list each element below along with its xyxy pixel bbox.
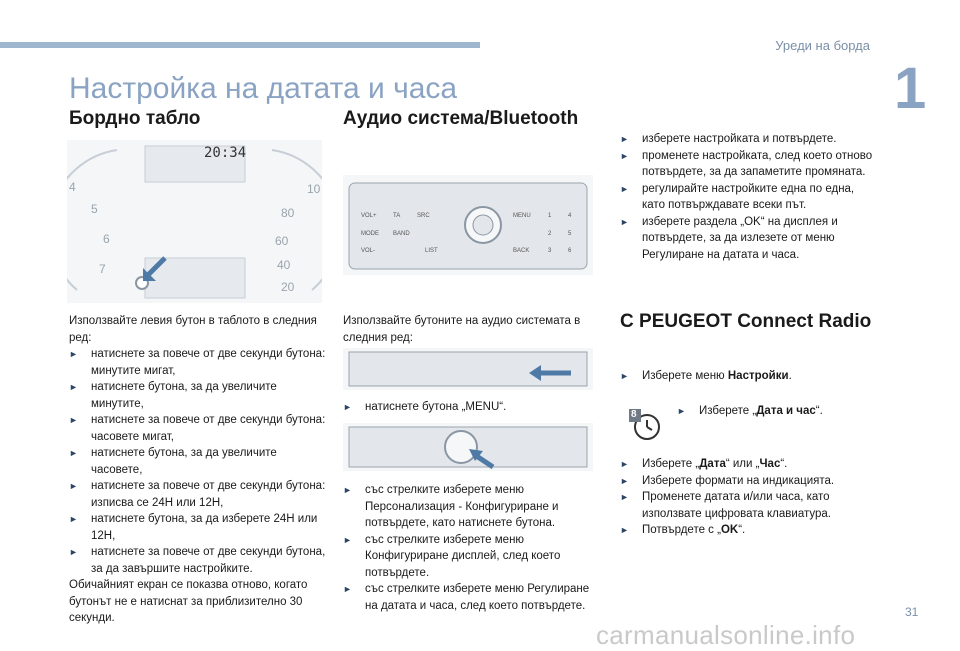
page-number: 31 <box>905 605 919 619</box>
connect-step2-block <box>677 403 877 420</box>
clock-display: 20:34 <box>204 145 247 161</box>
list-item: ► със стрелките изберете меню Конфигуриране дисплей, след което потвърдете. <box>343 533 561 579</box>
arrow-bullet-icon: ► <box>69 349 78 359</box>
gauge-number: 6 <box>103 232 110 246</box>
gauge-number: 40 <box>277 258 291 272</box>
list-button: LIST <box>425 248 438 254</box>
preset-button: 6 <box>568 248 572 254</box>
audio-panel-illustration <box>343 175 593 275</box>
dashboard-figure <box>67 140 322 303</box>
mode-button: MODE <box>361 231 379 237</box>
arrow-bullet-icon: ► <box>69 547 78 557</box>
audio-step-menu-block <box>343 399 598 416</box>
band-button: BAND <box>393 231 410 237</box>
arrow-bullet-icon: ► <box>620 216 629 227</box>
menu-button: MENU <box>513 213 531 219</box>
vol-minus-button: VOL- <box>361 248 376 254</box>
list-item: ► Изберете „Дата и час“. <box>677 403 877 420</box>
connect-step1-block <box>620 368 875 385</box>
arrow-bullet-icon: ► <box>620 525 629 535</box>
dashboard-steps <box>69 346 331 577</box>
arrow-bullet-icon: ► <box>69 415 78 425</box>
arrow-bullet-icon: ► <box>343 485 352 495</box>
list-item: ► със стрелките изберете меню Персонализация - Конфигуриране и потвърдете, като натиснете бутона. <box>343 484 559 529</box>
arrow-bullet-icon: ► <box>620 183 629 194</box>
audio-panel-figure <box>343 175 593 275</box>
gauge-number: 60 <box>275 234 289 248</box>
audio-steps-block <box>343 482 598 614</box>
back-button: BACK <box>513 248 530 254</box>
preset-button: 5 <box>568 231 572 237</box>
dashboard-outro: Обичайният екран се показва отново, когато бутонът не е натиснат за приблизително 30 секунди. <box>69 579 308 624</box>
list-item: ► Изберете „Дата“ или „Час“. <box>620 456 875 473</box>
audio-continued-list <box>620 131 875 263</box>
knob-illustration <box>343 423 593 471</box>
list-item: ► Изберете формати на индикацията. <box>620 473 875 490</box>
list-item: ► Променете датата и/или часа, като използвате цифровата клавиатура. <box>620 491 831 520</box>
gauge-number: 80 <box>281 206 295 220</box>
list-item: ► със стрелките изберете меню Регулиране на датата и часа, след което потвърдете. <box>343 583 590 612</box>
list-item: ► Потвърдете с „OK“. <box>620 522 875 539</box>
arrow-bullet-icon: ► <box>677 406 686 416</box>
connect-radio-heading <box>620 311 871 333</box>
vol-plus-button: VOL+ <box>361 213 377 219</box>
list-item: ► натиснете за повече от две секунди бутона: часовете мигат, <box>69 414 326 443</box>
list-item: ► натиснете бутона, за да увеличите часовете, <box>69 447 277 476</box>
arrow-bullet-icon: ► <box>620 492 629 502</box>
arrow-bullet-icon: ► <box>69 448 78 458</box>
arrow-bullet-icon: ► <box>620 475 629 486</box>
audio-step-menu-list <box>343 399 598 416</box>
list-item: ► Изберете меню Настройки. <box>620 368 875 385</box>
menu-button-illustration <box>343 348 593 390</box>
list-item: ► натиснете бутона „MENU“. <box>343 399 598 416</box>
connect-step1-list <box>620 368 875 385</box>
list-item: ► натиснете бутона, за да увеличите минутите, <box>69 381 277 410</box>
gauge-number: 7 <box>99 262 106 276</box>
badge-number: 8 <box>631 409 637 420</box>
connect-step2-list <box>677 403 877 420</box>
arrow-bullet-icon: ► <box>620 134 629 144</box>
preset-button: 4 <box>568 213 572 219</box>
arrow-bullet-icon: ► <box>69 481 78 491</box>
src-button: SRC <box>417 213 430 219</box>
instrument-cluster-illustration <box>67 140 322 303</box>
arrow-bullet-icon: ► <box>343 402 352 412</box>
audio-menu-figure <box>343 348 593 390</box>
gauge-number: 4 <box>69 180 76 194</box>
connect-steps-block <box>620 456 875 539</box>
preset-button: 2 <box>548 231 552 237</box>
arrow-bullet-icon: ► <box>69 514 78 524</box>
gauge-number: 5 <box>91 202 98 216</box>
ta-button: TA <box>393 213 401 219</box>
header-accent-bar <box>0 42 480 48</box>
list-item: ► натиснете за повече от две секунди бутона: изписва се 24H или 12H, <box>69 480 326 509</box>
arrow-bullet-icon: ► <box>69 382 78 392</box>
list-item: ► променете настройката, след което отново потвърдете, за да запаметите промяната. <box>620 149 873 178</box>
section-letter: C <box>620 311 634 332</box>
page-title: Настройка на датата и часа <box>69 72 458 105</box>
arrow-bullet-icon: ► <box>620 371 629 381</box>
audio-continued-block <box>620 131 875 263</box>
chapter-name: Уреди на борда <box>775 38 870 53</box>
list-item: ► изберете раздела „OK“ на дисплея и потвърдете, за да излезете от меню Регулиране на датата и часа. <box>620 215 838 261</box>
connect-steps-list <box>620 456 875 539</box>
list-item: ► натиснете за повече от две секунди бутона: минутите мигат, <box>69 348 326 377</box>
dashboard-intro: Използвайте левия бутон в таблото в следния ред: <box>69 315 317 344</box>
dashboard-heading: Бордно табло <box>69 108 201 129</box>
list-item: ► регулирайте настройките една по една, като потвърждавате всеки път. <box>620 182 855 211</box>
connect-radio-title: PEUGEOT Connect Radio <box>639 311 872 332</box>
audio-steps-list <box>343 482 598 614</box>
chapter-number: 1 <box>894 56 927 121</box>
clock-settings-badge <box>629 409 661 441</box>
audio-knob-figure <box>343 423 593 471</box>
arrow-bullet-icon: ► <box>343 534 352 545</box>
preset-button: 1 <box>548 213 552 219</box>
list-item: ► изберете настройката и потвърдете. <box>620 131 875 148</box>
arrow-bullet-icon: ► <box>343 584 352 594</box>
audio-heading: Аудио система/Bluetooth <box>343 108 579 129</box>
gauge-number: 20 <box>281 280 295 294</box>
audio-intro: Използвайте бутоните на аудио системата в следния ред: <box>343 315 581 344</box>
list-item: ► натиснете за повече от две секунди бутона, за да завършите настройките. <box>69 546 326 575</box>
list-item: ► натиснете бутона, за да изберете 24H или 12H, <box>69 513 318 542</box>
audio-intro-block <box>343 313 598 346</box>
arrow-bullet-icon: ► <box>620 150 629 161</box>
preset-button: 3 <box>548 248 552 254</box>
arrow-bullet-icon: ► <box>620 459 629 469</box>
gauge-number: 10 <box>307 182 321 196</box>
dashboard-instructions <box>69 313 331 627</box>
watermark: carmanualsonline.info <box>596 620 856 650</box>
